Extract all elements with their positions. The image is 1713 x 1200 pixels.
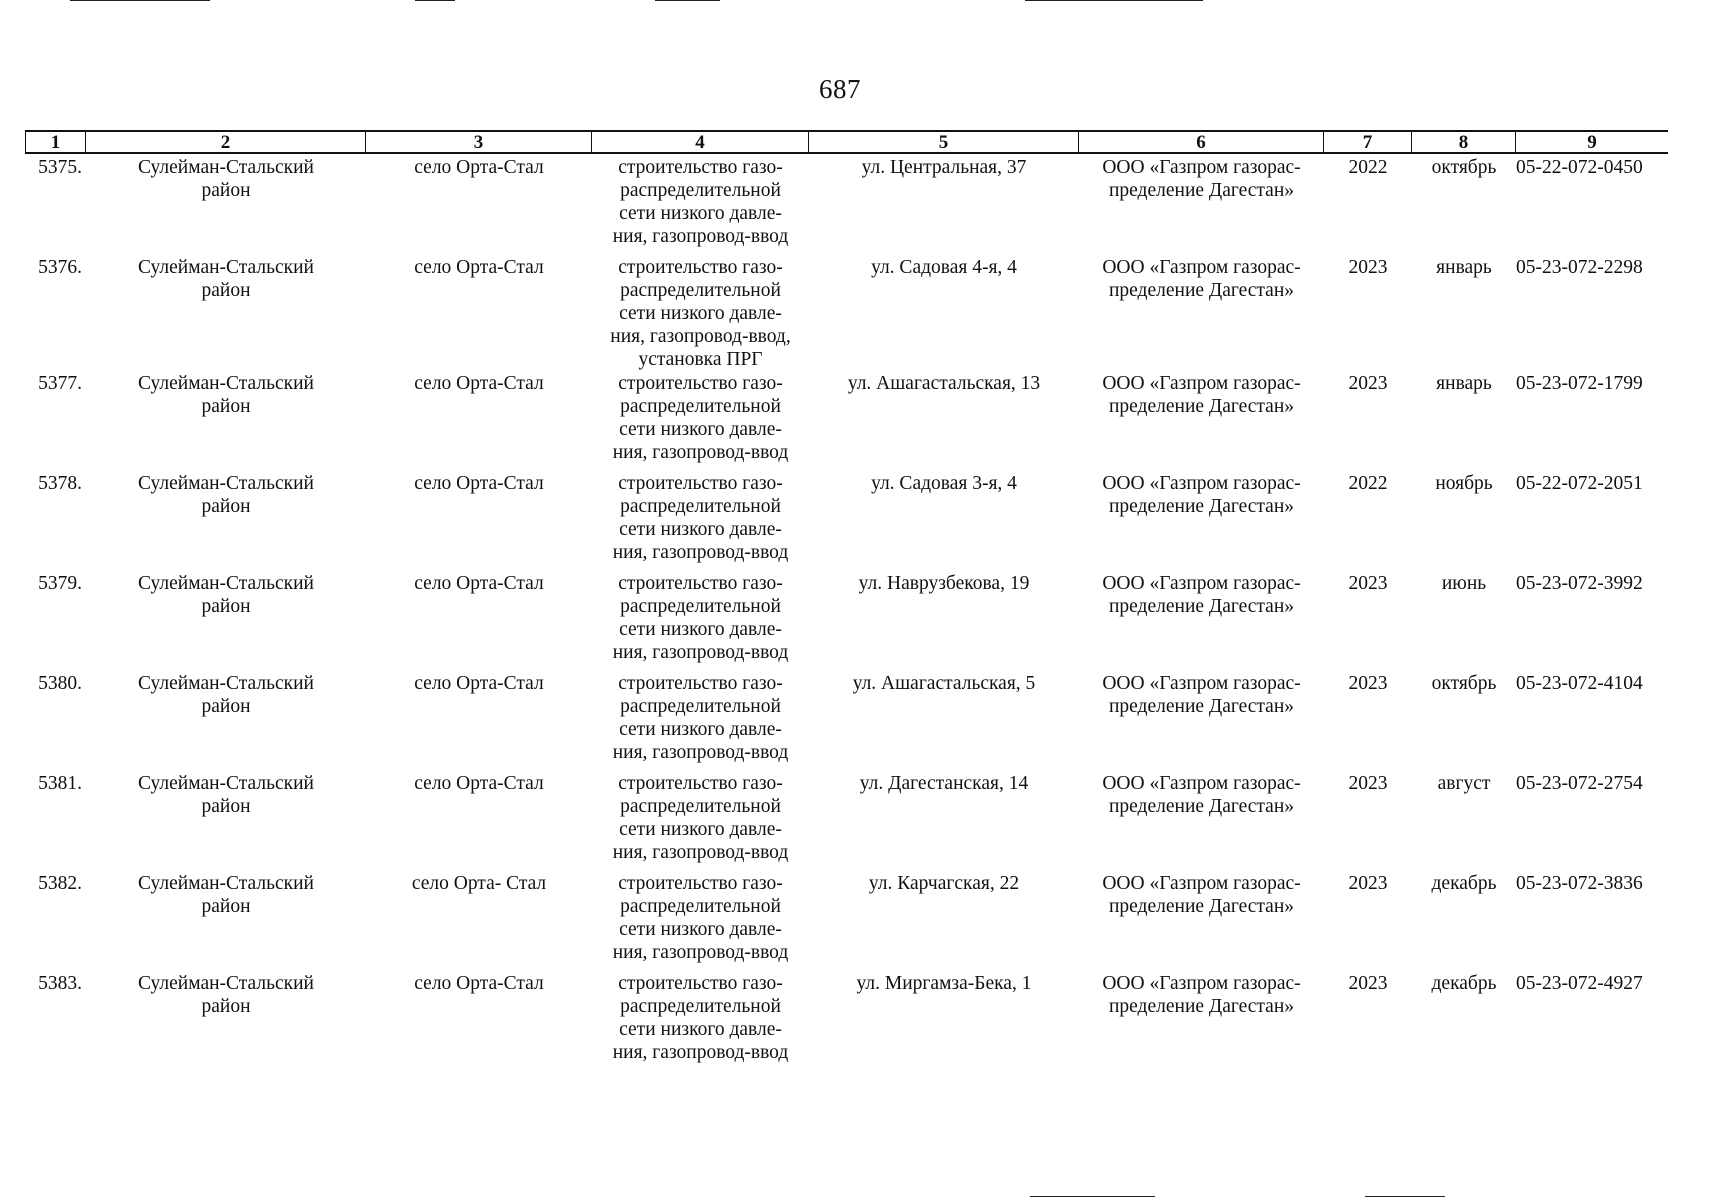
table-row: [25, 772, 1668, 872]
object-cell-line: сети низкого давле-: [619, 303, 782, 324]
page-number: 687: [819, 74, 861, 104]
column-header: 8: [1412, 132, 1516, 152]
organization-cell-line: ООО «Газпром газорас-: [1102, 157, 1301, 178]
row-number: 5383.: [38, 973, 82, 994]
object-cell-line: распределительной: [620, 180, 781, 201]
registry-code-cell: 05-23-072-2298: [1516, 257, 1643, 278]
locality-cell: село Орта-Стал: [414, 157, 544, 178]
object-cell-line: строительство газо-: [618, 973, 783, 994]
object-cell-line: распределительной: [620, 496, 781, 517]
object-cell-line: установка ПРГ: [638, 349, 763, 370]
row-number: 5382.: [38, 873, 82, 894]
object-cell: [592, 256, 809, 372]
month-cell: октябрь: [1431, 157, 1497, 178]
table-header: [25, 130, 1668, 154]
object-cell-line: распределительной: [620, 696, 781, 717]
year-cell: 2022: [1348, 157, 1388, 178]
object-cell-line: ния, газопровод-ввод: [612, 542, 789, 563]
object-cell-line: строительство газо-: [618, 773, 783, 794]
registry-code-cell: 05-23-072-3992: [1516, 573, 1643, 594]
district-cell: [86, 572, 366, 672]
address-cell: ул. Ашагастальская, 13: [847, 373, 1041, 394]
district-cell-line: Сулейман-Стальский: [138, 873, 314, 894]
object-cell-line: сети низкого давле-: [619, 203, 782, 224]
registry-code-cell: 05-23-072-4104: [1516, 673, 1643, 694]
organization-cell: [1079, 772, 1324, 872]
district-cell: [86, 672, 366, 772]
object-cell-line: ния, газопровод-ввод,: [610, 326, 791, 347]
year-cell: 2023: [1348, 573, 1388, 594]
object-cell-line: ния, газопровод-ввод: [612, 1042, 789, 1063]
column-header: 6: [1079, 132, 1324, 152]
year-cell: 2023: [1348, 973, 1388, 994]
organization-cell-line: ООО «Газпром газорас-: [1102, 773, 1301, 794]
registry-code-cell: 05-22-072-2051: [1516, 473, 1643, 494]
organization-cell-line: пределение Дагестан»: [1108, 280, 1295, 301]
object-cell: [592, 372, 809, 472]
object-cell: [592, 156, 809, 256]
object-cell-line: распределительной: [620, 896, 781, 917]
month-cell: декабрь: [1431, 873, 1497, 894]
row-number: 5375.: [38, 157, 82, 178]
object-cell-line: ния, газопровод-ввод: [612, 942, 789, 963]
object-cell-line: ния, газопровод-ввод: [612, 642, 789, 663]
object-cell-line: ния, газопровод-ввод: [612, 442, 789, 463]
object-cell-line: сети низкого давле-: [619, 919, 782, 940]
district-cell-line: район: [201, 180, 251, 201]
locality-cell: село Орта-Стал: [414, 373, 544, 394]
column-header: 9: [1587, 132, 1597, 153]
district-cell-line: Сулейман-Стальский: [138, 773, 314, 794]
object-cell-line: строительство газо-: [618, 473, 783, 494]
organization-cell: [1079, 972, 1324, 1072]
district-cell-line: район: [201, 280, 251, 301]
address-cell: ул. Миргамза-Бека, 1: [856, 973, 1032, 994]
scan-edge-line: [1025, 0, 1203, 1]
row-number: 5376.: [38, 257, 82, 278]
organization-cell: [1079, 256, 1324, 372]
address-cell: ул. Садовая 3-я, 4: [871, 473, 1017, 494]
table-row: [25, 672, 1668, 772]
district-cell-line: Сулейман-Стальский: [138, 573, 314, 594]
month-cell: октябрь: [1431, 673, 1497, 694]
organization-cell: [1079, 572, 1324, 672]
district-cell-line: район: [201, 396, 251, 417]
month-cell: ноябрь: [1435, 473, 1493, 494]
district-cell-line: район: [201, 896, 251, 917]
address-cell: ул. Карчагская, 22: [868, 873, 1020, 894]
district-cell: [86, 256, 366, 372]
organization-cell: [1079, 872, 1324, 972]
district-cell-line: Сулейман-Стальский: [138, 257, 314, 278]
column-header: 7: [1324, 132, 1412, 152]
district-cell: [86, 156, 366, 256]
district-cell: [86, 372, 366, 472]
district-cell-line: район: [201, 996, 251, 1017]
district-cell-line: район: [201, 696, 251, 717]
district-cell: [86, 872, 366, 972]
column-header: 1: [25, 132, 86, 152]
year-cell: 2022: [1348, 473, 1388, 494]
object-cell: [592, 772, 809, 872]
year-cell: 2023: [1348, 257, 1388, 278]
month-cell: декабрь: [1431, 973, 1497, 994]
organization-cell-line: ООО «Газпром газорас-: [1102, 473, 1301, 494]
organization-cell: [1079, 156, 1324, 256]
district-cell-line: район: [201, 496, 251, 517]
locality-cell: село Орта-Стал: [414, 573, 544, 594]
month-cell: январь: [1436, 257, 1492, 278]
organization-cell-line: ООО «Газпром газорас-: [1102, 873, 1301, 894]
address-cell: ул. Наврузбекова, 19: [858, 573, 1030, 594]
year-cell: 2023: [1348, 773, 1388, 794]
locality-cell: село Орта-Стал: [414, 773, 544, 794]
scan-edge-line: [1365, 1196, 1445, 1197]
organization-cell: [1079, 672, 1324, 772]
address-cell: ул. Ашагастальская, 5: [852, 673, 1036, 694]
district-cell: [86, 472, 366, 572]
table-row: [25, 572, 1668, 672]
object-cell-line: распределительной: [620, 796, 781, 817]
row-number: 5378.: [38, 473, 82, 494]
object-cell-line: сети низкого давле-: [619, 719, 782, 740]
object-cell-line: сети низкого давле-: [619, 419, 782, 440]
organization-cell-line: ООО «Газпром газорас-: [1102, 573, 1301, 594]
column-header: 5: [809, 132, 1079, 152]
table-row: [25, 156, 1668, 256]
organization-cell-line: пределение Дагестан»: [1108, 896, 1295, 917]
scan-edge-line: [1030, 1196, 1155, 1197]
organization-cell-line: пределение Дагестан»: [1108, 396, 1295, 417]
year-cell: 2023: [1348, 373, 1388, 394]
year-cell: 2023: [1348, 673, 1388, 694]
object-cell: [592, 872, 809, 972]
organization-cell-line: пределение Дагестан»: [1108, 996, 1295, 1017]
month-cell: август: [1437, 773, 1491, 794]
object-cell-line: распределительной: [620, 280, 781, 301]
organization-cell: [1079, 372, 1324, 472]
object-cell-line: сети низкого давле-: [619, 819, 782, 840]
object-cell-line: строительство газо-: [618, 873, 783, 894]
organization-cell-line: пределение Дагестан»: [1108, 496, 1295, 517]
object-cell: [592, 972, 809, 1072]
address-cell: ул. Дагестанская, 14: [859, 773, 1029, 794]
table-body: [25, 156, 1668, 1072]
registry-code-cell: 05-23-072-3836: [1516, 873, 1643, 894]
year-cell: 2023: [1348, 873, 1388, 894]
district-cell-line: Сулейман-Стальский: [138, 473, 314, 494]
object-cell: [592, 472, 809, 572]
organization-cell-line: ООО «Газпром газорас-: [1102, 973, 1301, 994]
scan-edge-line: [70, 0, 210, 1]
object-cell-line: ния, газопровод-ввод: [612, 842, 789, 863]
organization-cell: [1079, 472, 1324, 572]
organization-cell-line: пределение Дагестан»: [1108, 796, 1295, 817]
object-cell-line: распределительной: [620, 996, 781, 1017]
registry-code-cell: 05-23-072-2754: [1516, 773, 1643, 794]
locality-cell: село Орта- Стал: [411, 873, 547, 894]
object-cell-line: ния, газопровод-ввод: [612, 226, 789, 247]
object-cell-line: сети низкого давле-: [619, 619, 782, 640]
district-cell-line: район: [201, 596, 251, 617]
scan-edge-line: [415, 0, 455, 1]
row-number: 5379.: [38, 573, 82, 594]
row-number: 5377.: [38, 373, 82, 394]
table-row: [25, 472, 1668, 572]
object-cell-line: строительство газо-: [618, 373, 783, 394]
locality-cell: село Орта-Стал: [414, 673, 544, 694]
registry-code-cell: 05-23-072-4927: [1516, 973, 1643, 994]
registry-code-cell: 05-22-072-0450: [1516, 157, 1643, 178]
object-cell-line: распределительной: [620, 596, 781, 617]
object-cell: [592, 672, 809, 772]
column-header: 3: [366, 132, 592, 152]
scan-edge-line: [655, 0, 720, 1]
table-row: [25, 872, 1668, 972]
district-cell: [86, 972, 366, 1072]
month-cell: июнь: [1441, 573, 1487, 594]
column-header: 2: [86, 132, 366, 152]
object-cell-line: строительство газо-: [618, 573, 783, 594]
object-cell: [592, 572, 809, 672]
table-row: [25, 972, 1668, 1072]
object-cell-line: ния, газопровод-ввод: [612, 742, 789, 763]
organization-cell-line: пределение Дагестан»: [1108, 696, 1295, 717]
district-cell-line: район: [201, 796, 251, 817]
column-header: 4: [592, 132, 809, 152]
table-row: [25, 256, 1668, 372]
table-row: [25, 372, 1668, 472]
organization-cell-line: ООО «Газпром газорас-: [1102, 373, 1301, 394]
row-number: 5380.: [38, 673, 82, 694]
organization-cell-line: ООО «Газпром газорас-: [1102, 673, 1301, 694]
address-cell: ул. Центральная, 37: [861, 157, 1027, 178]
district-cell-line: Сулейман-Стальский: [138, 157, 314, 178]
locality-cell: село Орта-Стал: [414, 473, 544, 494]
address-cell: ул. Садовая 4-я, 4: [871, 257, 1017, 278]
object-cell-line: сети низкого давле-: [619, 1019, 782, 1040]
district-cell-line: Сулейман-Стальский: [138, 373, 314, 394]
district-cell-line: Сулейман-Стальский: [138, 673, 314, 694]
registry-code-cell: 05-23-072-1799: [1516, 373, 1643, 394]
row-number: 5381.: [38, 773, 82, 794]
object-cell-line: строительство газо-: [618, 157, 783, 178]
object-cell-line: строительство газо-: [618, 257, 783, 278]
organization-cell-line: пределение Дагестан»: [1108, 596, 1295, 617]
organization-cell-line: пределение Дагестан»: [1108, 180, 1295, 201]
district-cell: [86, 772, 366, 872]
object-cell-line: распределительной: [620, 396, 781, 417]
locality-cell: село Орта-Стал: [414, 973, 544, 994]
object-cell-line: сети низкого давле-: [619, 519, 782, 540]
month-cell: январь: [1436, 373, 1492, 394]
organization-cell-line: ООО «Газпром газорас-: [1102, 257, 1301, 278]
district-cell-line: Сулейман-Стальский: [138, 973, 314, 994]
locality-cell: село Орта-Стал: [414, 257, 544, 278]
object-cell-line: строительство газо-: [618, 673, 783, 694]
